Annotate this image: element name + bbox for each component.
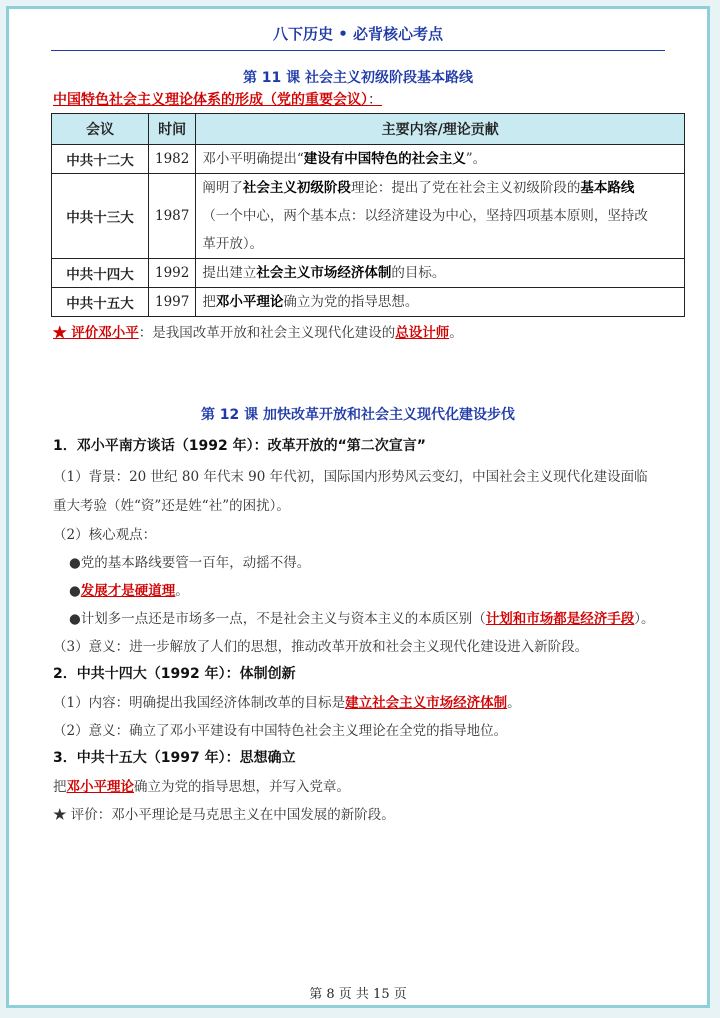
evaluation-key: 总设计师 bbox=[395, 325, 450, 341]
table-row bbox=[52, 174, 685, 259]
s2-significance: （2）意义：确立了邓小平建设有中国特色社会主义理论在全党的指导地位。 bbox=[53, 723, 508, 739]
s3-content: 把邓小平理论确立为党的指导思想，并写入党章。 bbox=[53, 779, 350, 795]
year-cell: 1982 bbox=[149, 145, 196, 174]
meetings-table bbox=[51, 113, 685, 317]
lesson-11-title: 第 11 课 社会主义初级阶段基本路线 bbox=[242, 70, 474, 86]
section-2-heading: 2．中共十四大（1992 年）：体制创新 bbox=[53, 666, 296, 682]
content-cell: 邓小平明确提出“建设有中国特色的社会主义”。 bbox=[196, 145, 685, 174]
meeting-cell: 中共十五大 bbox=[52, 288, 149, 317]
table-header-year: 时间 bbox=[149, 114, 196, 145]
page-header: 八下历史 • 必背核心考点 bbox=[272, 25, 444, 43]
table-header-meeting: 会议 bbox=[52, 114, 149, 145]
section-3-heading: 3．中共十五大（1997 年）：思想确立 bbox=[53, 750, 296, 766]
year-cell: 1997 bbox=[149, 288, 196, 317]
s1-significance: （3）意义：进一步解放了人们的思想，推动改革开放和社会主义现代化建设进入新阶段。 bbox=[53, 639, 589, 655]
s1-background-line1: （1）背景：20 世纪 80 年代末 90 年代初，国际国内形势风云变幻，中国社会主义现代化建设面临 bbox=[53, 469, 648, 485]
s1-point-2: ●发展才是硬道理。 bbox=[69, 583, 189, 599]
page-footer: 第 8 页 共 15 页 bbox=[309, 987, 407, 1002]
content-cell: 把邓小平理论确立为党的指导思想。 bbox=[196, 288, 685, 317]
s1-point-2-key: 发展才是硬道理 bbox=[80, 583, 176, 599]
table-header-content: 主要内容/理论贡献 bbox=[196, 114, 685, 145]
subhead-text: 中国特色社会主义理论体系的形成（党的重要会议） bbox=[53, 92, 368, 108]
s2-content-key: 建立社会主义市场经济体制 bbox=[345, 695, 508, 711]
meeting-cell: 中共十二大 bbox=[52, 145, 149, 174]
s1-point-1: ●党的基本路线要管一百年，动摇不得。 bbox=[69, 555, 311, 571]
table-row bbox=[52, 259, 685, 288]
section-1-heading: 1．邓小平南方谈话（1992 年）：改革开放的“第二次宣言” bbox=[53, 438, 426, 454]
meeting-cell: 中共十四大 bbox=[52, 259, 149, 288]
table-row bbox=[52, 145, 685, 174]
s3-evaluation: ★ 评价：邓小平理论是马克思主义在中国发展的新阶段。 bbox=[53, 807, 395, 823]
s1-point-3-key: 计划和市场都是经济手段 bbox=[485, 611, 635, 627]
meeting-cell: 中共十三大 bbox=[52, 174, 149, 259]
subhead-colon: ： bbox=[368, 92, 382, 108]
deng-evaluation: ★ 评价邓小平：是我国改革开放和社会主义现代化建设的总设计师。 bbox=[53, 325, 463, 341]
content-cell: 提出建立社会主义市场经济体制的目标。 bbox=[196, 259, 685, 288]
lesson-11-subhead bbox=[53, 89, 382, 109]
s3-content-key: 邓小平理论 bbox=[66, 779, 134, 795]
s1-background-line2: 重大考验（姓“资”还是姓“社”的困扰）。 bbox=[53, 498, 290, 514]
table-header-row bbox=[52, 114, 685, 145]
lesson-12-title: 第 12 课 加快改革开放和社会主义现代化建设步伐 bbox=[200, 407, 516, 423]
header-divider bbox=[51, 50, 665, 51]
year-cell: 1992 bbox=[149, 259, 196, 288]
page bbox=[6, 6, 710, 1008]
content-cell: 阐明了社会主义初级阶段理论：提出了党在社会主义初级阶段的基本路线 （一个中心，两个基本点：以经济建设为中心，坚持四项基本原则，坚持改 革开放）。 bbox=[196, 174, 685, 259]
evaluation-label: ★ 评价邓小平 bbox=[53, 325, 139, 341]
year-cell: 1987 bbox=[149, 174, 196, 259]
s1-core-label: （2）核心观点： bbox=[53, 527, 157, 543]
s1-point-3: ●计划多一点还是市场多一点，不是社会主义与资本主义的本质区别（计划和市场都是经济手段）。 bbox=[69, 611, 655, 627]
s2-content: （1）内容：明确提出我国经济体制改革的目标是建立社会主义市场经济体制。 bbox=[53, 695, 521, 711]
table-row bbox=[52, 288, 685, 317]
